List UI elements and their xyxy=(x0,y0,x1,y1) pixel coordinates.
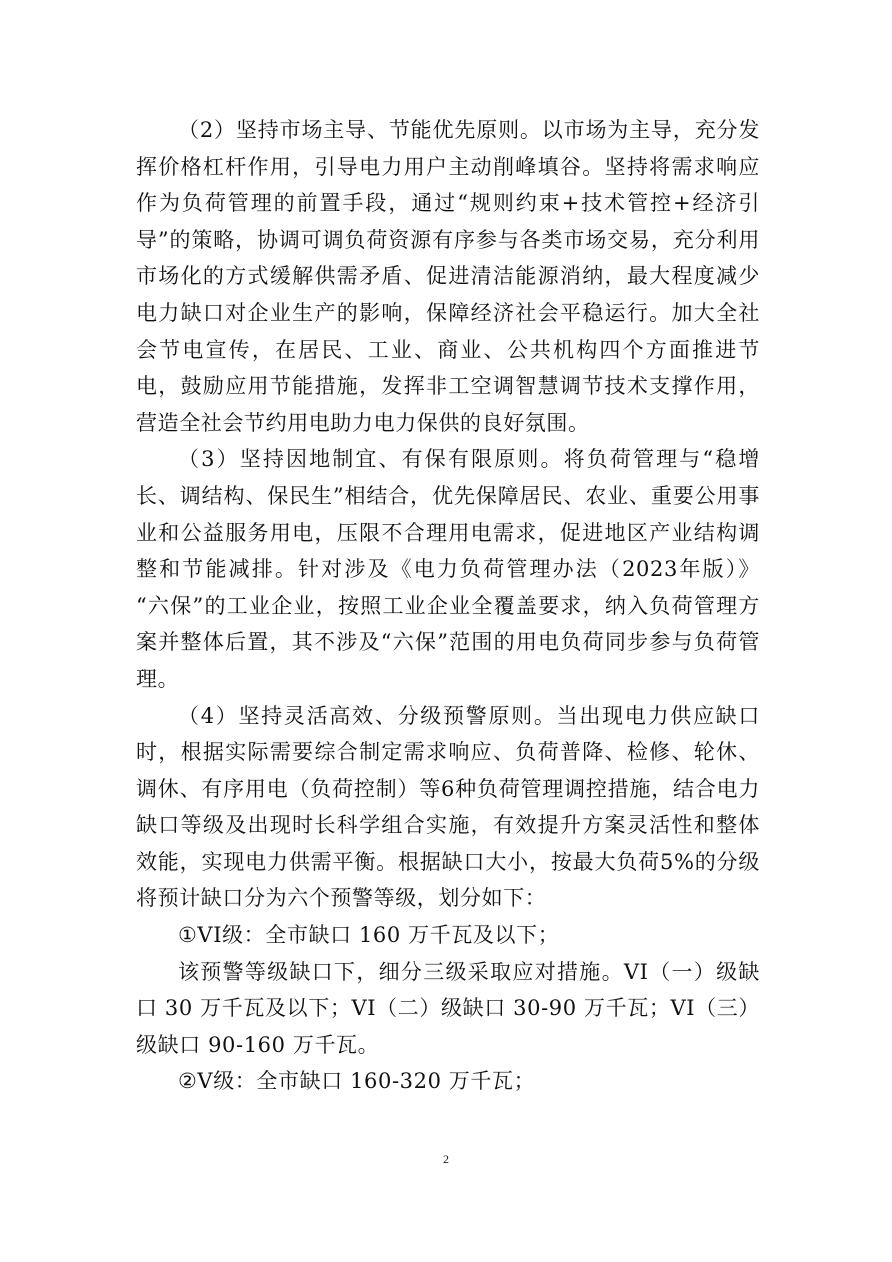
paragraph-level-vi: ①VI级：全市缺口 160 万千瓦及以下； xyxy=(178,923,560,948)
paragraph-market-led-principle: （2）坚持市场主导、节能优先原则。以市场为主导，充分发挥价格杠杆作用，引导电力用户主动削峰填谷。坚持将需求响应作为负荷管理的前置手段，通过“规则约束+技术管控+经济引导”的策略，协调可调负荷资源有序参与各类市场交易，充分利用市场化的方式缓解供需矛盾、促进清洁能源消纳，最大程度减少电力缺口对企业生产的影响，保障经济社会平稳运行。加大全社会节电宣传，在居民、工业、商业、公共机构四个方面推进节电，鼓励应用节能措施，发挥非工空调智慧调节技术支撑作用，营造全社会节约用电助力电力保供的良好氛围。 xyxy=(136,118,760,435)
page-number: 2 xyxy=(443,1152,449,1166)
paragraph-local-conditions-principle: （3）坚持因地制宜、有保有限原则。将负荷管理与“稳增长、调结构、保民生”相结合，优先保障居民、农业、重要公用事业和公益服务用电，压限不合理用电需求，促进地区产业结构调整和节能减排。针对涉及《电力负荷管理办法（2023年版）》 “六保”的工业企业，按照工业企业全覆盖要求，纳入负荷管理方案并整体后置，其不涉及“六保”范围的用电负荷同步参与负荷管理。 xyxy=(136,447,760,691)
paragraph-graded-warning-principle: （4）坚持灵活高效、分级预警原则。当出现电力供应缺口时，根据实际需要综合制定需求响应、负荷普降、检修、轮休、调休、有序用电（负荷控制）等6种负荷管理调控措施，结合电力缺口等级及出现时长科学组合实施，有效提升方案灵活性和整体效能，实现电力供需平衡。根据缺口大小，按最大负荷5%的分级将预计缺口分为六个预警等级，划分如下： xyxy=(136,703,760,911)
paragraph-level-vi-detail: 该预警等级缺口下，细分三级采取应对措施。VI（一）级缺口 30 万千瓦及以下；VI（二）级缺口 30-90 万千瓦；VI（三）级缺口 90-160 万千瓦。 xyxy=(136,959,760,1057)
paragraph-level-v: ②V级：全市缺口 160-320 万千瓦； xyxy=(178,1069,536,1094)
document-page xyxy=(136,112,760,1100)
